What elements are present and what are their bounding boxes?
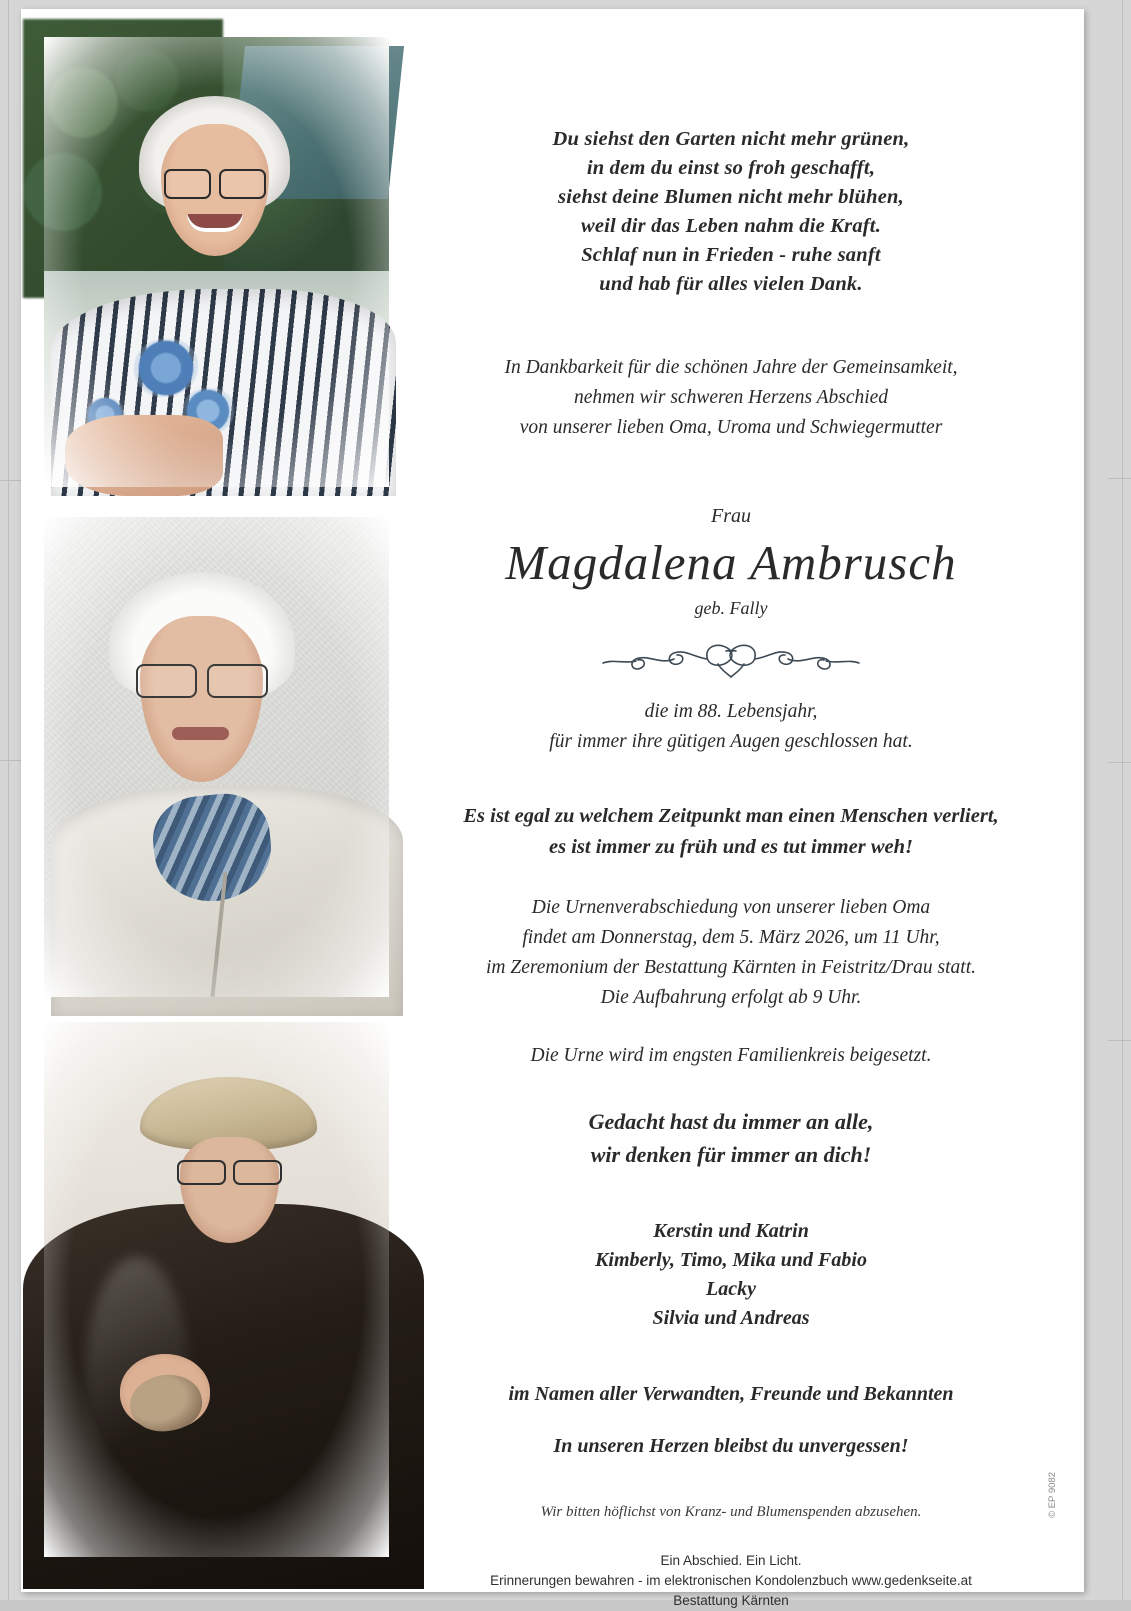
family-line: Lacky — [706, 1278, 756, 1300]
intro-line: von unserer lieben Oma, Uroma und Schwiegermutter — [519, 417, 943, 438]
poem-line: Schlaf nun in Frieden - ruhe sanft — [581, 244, 881, 266]
memorial-card — [21, 9, 1084, 1608]
poem-line: weil dir das Leben nahm die Kraft. — [580, 215, 882, 237]
intro-line: nehmen wir schweren Herzens Abschied — [573, 387, 889, 408]
background-grid-line — [8, 0, 9, 1600]
background-grid-line — [1122, 0, 1123, 1600]
photo-portrait-wall — [44, 517, 389, 997]
quote-line: Es ist egal zu welchem Zeitpunkt man einen Menschen verliert, — [463, 805, 999, 827]
photo-vignette — [44, 1022, 389, 1557]
deceased-name: Magdalena Ambrusch — [505, 535, 957, 590]
quote-block-1 — [411, 801, 1051, 863]
intro-block — [411, 353, 1051, 443]
age-block — [411, 697, 1051, 757]
ceremony-line: Die Urnenverabschiedung von unserer lieben Oma — [531, 897, 931, 918]
photo-column — [44, 37, 389, 1557]
poem-line: und hab für alles vielen Dank. — [599, 273, 863, 295]
burial-note: Die Urne wird im engsten Familienkreis beigesetzt. — [530, 1045, 932, 1066]
quote-line: es ist immer zu früh und es tut immer weh! — [549, 836, 913, 858]
photo-vignette — [44, 517, 389, 997]
photo-portrait-garden — [44, 37, 389, 487]
quote-line: wir denken für immer an dich! — [590, 1142, 872, 1167]
quote-line: Gedacht hast du immer an alle, — [588, 1109, 874, 1134]
intro-line: In Dankbarkeit für die schönen Jahre der Gemeinsamkeit, — [504, 357, 958, 378]
closing-line: In unseren Herzen bleibst du unvergessen! — [553, 1435, 909, 1457]
photo-vignette — [44, 37, 389, 487]
age-line: für immer ihre gütigen Augen geschlossen hat. — [549, 731, 913, 752]
footer-line: Erinnerungen bewahren - im elektronischen Kondolenzbuch www.gedenkseite.at — [490, 1573, 972, 1588]
ceremony-line: im Zeremonium der Bestattung Kärnten in Feistritz/Drau statt. — [485, 957, 977, 978]
decorative-flourish-icon — [581, 637, 881, 683]
poem-line: in dem du einst so froh geschafft, — [586, 157, 876, 179]
age-line: die im 88. Lebensjahr, — [644, 701, 818, 722]
family-line: Kimberly, Timo, Mika und Fabio — [595, 1249, 867, 1271]
ceremony-line: Die Aufbahrung erfolgt ab 9 Uhr. — [600, 987, 862, 1008]
footer-block — [411, 1551, 1051, 1611]
family-names-block — [411, 1217, 1051, 1333]
poem-block — [411, 125, 1051, 299]
quote-block-2 — [411, 1105, 1051, 1171]
photo-portrait-with-animal — [44, 1022, 389, 1557]
ceremony-line: findet am Donnerstag, dem 5. März 2026, um 11 Uhr, — [522, 927, 940, 948]
footer-line: Bestattung Kärnten — [673, 1593, 789, 1608]
background-grid-line — [1108, 762, 1131, 763]
memorial-text-column — [411, 49, 1051, 1611]
poem-line: siehst deine Blumen nicht mehr blühen, — [558, 186, 904, 208]
poem-line: Du siehst den Garten nicht mehr grünen, — [552, 128, 910, 150]
family-line: Silvia und Andreas — [652, 1307, 810, 1329]
ceremony-block — [411, 893, 1051, 1013]
family-line: Kerstin und Katrin — [653, 1220, 809, 1242]
background-grid-line — [1108, 478, 1131, 479]
flowers-note: Wir bitten höflichst von Kranz- und Blumenspenden abzusehen. — [540, 1504, 922, 1520]
background-grid-line — [1108, 1040, 1131, 1041]
relatives-note: im Namen aller Verwandten, Freunde und Bekannten — [508, 1383, 954, 1405]
maiden-name: geb. Fally — [694, 598, 768, 618]
copyright-mark: © EP 9082 — [1047, 1472, 1058, 1518]
salutation: Frau — [711, 505, 751, 527]
footer-line: Ein Abschied. Ein Licht. — [660, 1553, 802, 1568]
